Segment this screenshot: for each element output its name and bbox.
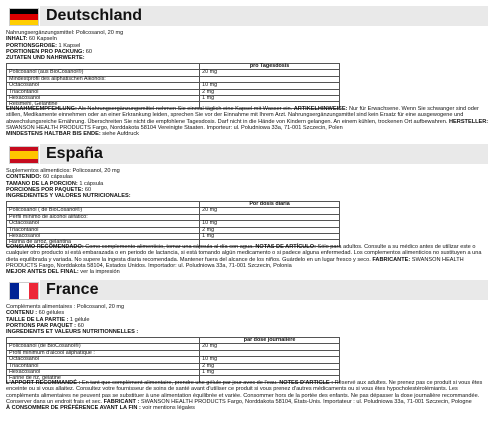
section-deutschland — [4, 6, 496, 142]
info-line: PORTIONSGRÖßE: 1 Kapsel — [6, 42, 81, 49]
usage-paragraph: CONSUMO RECOMENDADO: Como complemento alimenticio, tomar una cápsula al día con agua. NOTAS DE ARTÍCULO: Sólo para adultos. Consulte a su médico antes de utilizar este o cualquier otro producto si está embarazada o en periodo de lactancia, si está tomando algún medicamento o si padece alguna enfermedad. Los complementos alimenticios no sustituyen a una dieta equilibrada y variada. No supere la ingesta diaria recomendada. Mantener fuera del alcance de los niños. Guárdelo en un lugar fresco y seco. FABRICANTE: SWANSON HEALTH PRODUCTS Fargo, Norddakota 58104, Estados Unidos. Importador: ul. Poludniowa 33a, 71-001 Szczecin, Polonia MEJOR ANTES DEL FINAL: ver la impresión — [6, 244, 482, 276]
info-line: PORCIONES POR PAQUETE: 60 — [6, 186, 92, 193]
table-header: Por dosis diaria — [200, 202, 340, 208]
info-line: CONTENIDO: 60 cápsulas — [6, 174, 73, 181]
product-info — [6, 30, 492, 61]
info-line: CONTENU : 60 gélules — [6, 310, 65, 317]
info-line: PORTIONEN PRO PACKUNG: 60 — [6, 48, 92, 55]
table-row: Hexacosanol 1 mg — [7, 370, 340, 376]
section-espana — [4, 144, 496, 278]
usage-paragraph: L'APPORT RECOMMANDÉ : En tant que complément alimentaire, prendre une gélule par jour avec de l'eau. NOTES D'ARTICLE : Réservé aux adultes. Ne prenez pas ce produit si vous êtes enceinte ou si vous allaitez. Consultez votre fournisseur de soins de santé avant d'utiliser ce produit si vous prenez d'autres médicaments ou si vous êtes hypocholestérolémiants. Les compléments alimentaires ne peuvent pas se substituer à une alimentation équilibrée et variée. Consommer hors de la portée des enfants. Ne pas dépasser la dose journalière recommandée. Conserver dans un endroit frais et sec. FABRICANT : SWANSON HEALTH PRODUCTS Fargo, Norddakota 58104, États-Unis. Importateur : ul. Poludniowa 33a, 71-001 Szczecin, Pologne À CONSOMMER DE PRÉFÉRENCE AVANT LA FIN : voir mentions légales — [6, 380, 483, 412]
usage-paragraph: EINNAHMEEMPFEHLUNG: Als Nahrungsergänzungsmittel nehmen Sie einmal täglich eine Kapsel mit Wasser ein. ARTIKELHINWEISE: Nur für Erwachsene. Wenn Sie schwanger sind oder stillen, Medikamente einnehmen oder an einer Erkrankung leiden, sprechen Sie vor der Einnahme mit Ihrem Arzt. Nahrungsergänzungsmittel sind kein Ersatz für eine ausgewogene und abwechslungsreiche Ernährung. Überschreiten Sie nicht die empfohlene Tagesdosis. Darf nicht in die Hände von Kindern gelangen. An einem kühlen, trockenen Ort aufbewahren. HERSTELLER: SWANSON HEALTH PRODUCTS Fargo, Norddakota 58104 Vereinigte Staaten. Importeur: ul. Poludniowa 33a, 71-001 Szczecin, Polen MINDESTENS HALTBAR BIS ENDE: siehe Aufdruck — [6, 106, 489, 138]
product-name: Suplementos alimenticios: Policosanol, 20 mg — [6, 168, 120, 174]
table-header: par dose journalière — [200, 338, 340, 344]
table-header: pro Tagesdosis — [200, 64, 340, 70]
table-row: Octacosanol 10 mg — [7, 83, 340, 89]
flag-stripe — [10, 20, 38, 25]
nutrition-table — [6, 201, 340, 247]
table-row: Reismehl, Gelantine — [7, 102, 340, 108]
info-line: TAILLE DE LA PARTIE : 1 gélule — [6, 316, 90, 323]
table-row: Policosanol (aus BioCosanol®) 20 mg — [7, 70, 340, 76]
table-row: Harina de arroz, gelantina — [7, 240, 340, 246]
flag-stripe — [10, 159, 38, 163]
info-line: INGREDIENTES Y VALORES NUTRICIONALES: — [6, 193, 131, 200]
info-line: ZUTATEN UND NÄHRWERTE: — [6, 55, 85, 62]
info-line: INGRÉDIENTS ET VALEURS NUTRITIONNELLES : — [6, 329, 139, 336]
product-name: Nahrungsergänzungsmittel: Policosanol, 20 mg — [6, 30, 124, 36]
flag-stripe — [29, 283, 38, 299]
info-line: TAMAÑO DE LA PORCIÓN: 1 cápsula — [6, 180, 104, 187]
product-info — [6, 168, 492, 199]
table-row: Octacosanol 10 mg — [7, 221, 340, 227]
info-line: PORTIONS PAR PAQUET : 60 — [6, 322, 84, 329]
table-row: Perfil mínimo de alcohol alifático: — [7, 214, 340, 220]
table-row: Hexacosanol 1 mg — [7, 96, 340, 102]
germany-flag-icon — [9, 8, 39, 26]
country-heading: France — [40, 280, 488, 300]
table-row: Policosanol ( de BioCosanol®) 20 mg — [7, 208, 340, 214]
table-row: Triacontanol 2 mg — [7, 363, 340, 369]
country-heading: Deutschland — [40, 6, 488, 26]
table-row: Triacontanol 2 mg — [7, 89, 340, 95]
flag-stripe — [10, 283, 19, 299]
nutrition-table — [6, 63, 340, 109]
country-heading: España — [40, 144, 488, 164]
table-row: Mindestprofil des aliphatischen Alkohols: — [7, 76, 340, 82]
table-row: Profil minimum d'alcool aliphatique : — [7, 350, 340, 356]
section-france — [4, 280, 496, 422]
france-flag-icon — [9, 282, 39, 300]
product-info — [6, 304, 492, 335]
table-row: Farine de riz, gélatine — [7, 376, 340, 382]
table-row: Policosanol (de BioCosanol®) 20 mg — [7, 344, 340, 350]
product-name: Compléments alimentaires : Policosanol, 20 mg — [6, 304, 125, 310]
spain-flag-icon — [9, 146, 39, 164]
info-line: INHALT: 60 Kapseln — [6, 36, 57, 43]
flag-stripe — [10, 151, 38, 159]
table-row: Triacontanol 2 mg — [7, 227, 340, 233]
table-row: Octacosanol 10 mg — [7, 357, 340, 363]
table-row: Hexacosanol 1 mg — [7, 234, 340, 240]
nutrition-table — [6, 337, 340, 383]
flag-stripe — [19, 283, 28, 299]
